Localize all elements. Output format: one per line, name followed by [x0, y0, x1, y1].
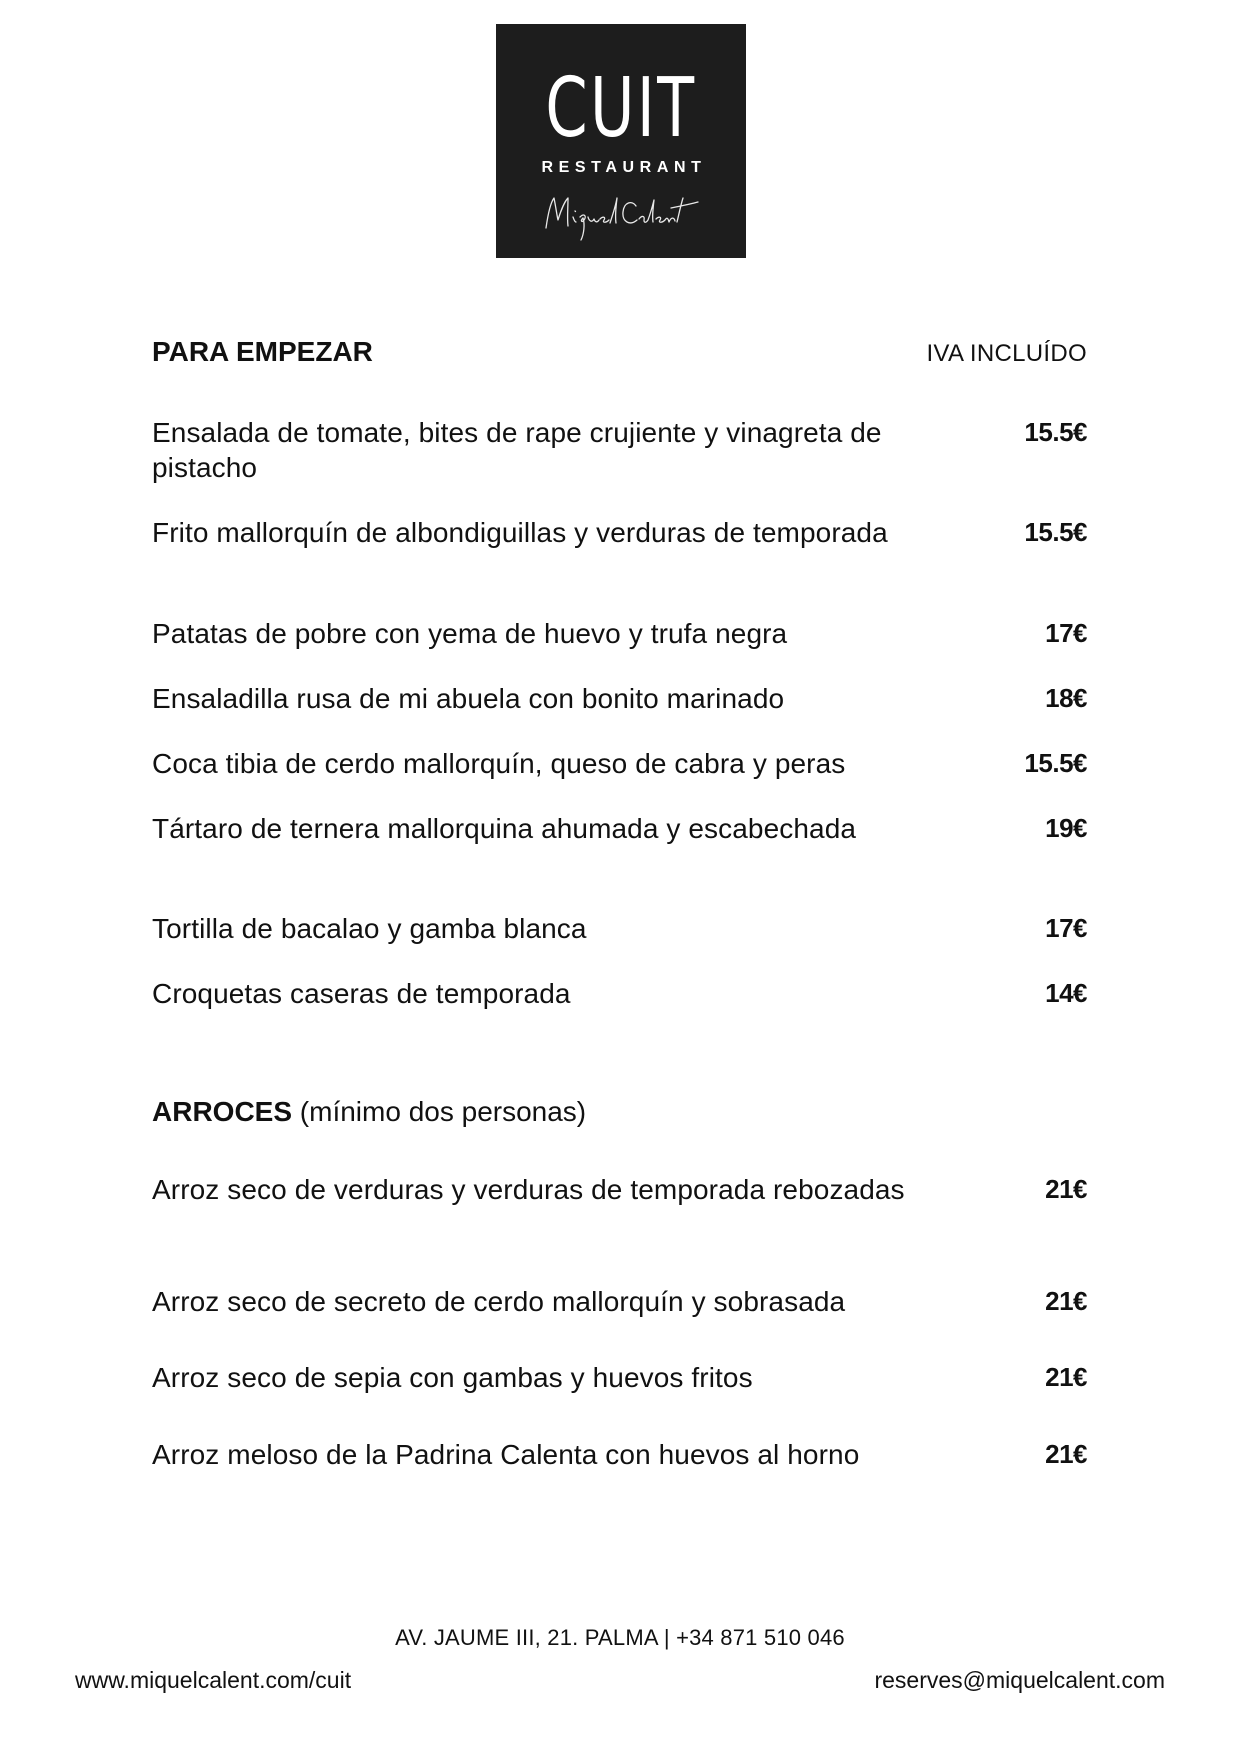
- item-price: 15.5€: [1024, 748, 1087, 778]
- item-name: Tortilla de bacalao y gamba blanca: [152, 913, 587, 944]
- logo-name: CUIT: [545, 61, 697, 156]
- menu-item: [152, 1437, 1087, 1472]
- item-name: Arroz seco de verduras y verduras de temporada rebozadas: [152, 1174, 905, 1205]
- section-starters-header: [152, 332, 1087, 372]
- menu-item: [152, 746, 1087, 781]
- signature-icon: [536, 184, 706, 244]
- logo-subtitle: RESTAURANT: [541, 159, 707, 176]
- item-name: Patatas de pobre con yema de huevo y trufa negra: [152, 618, 788, 649]
- section-rice-header: [152, 1092, 1087, 1132]
- menu-item: [152, 616, 1087, 651]
- item-price: 14€: [1045, 978, 1087, 1008]
- footer-address: AV. JAUME III, 21. PALMA | +34 871 510 046: [395, 1625, 845, 1650]
- item-price: 17€: [1045, 913, 1087, 943]
- item-price: 18€: [1045, 683, 1087, 713]
- menu-item: [152, 515, 1087, 550]
- item-name: Arroz seco de secreto de cerdo mallorquín y sobrasada: [152, 1286, 846, 1317]
- item-price: 21€: [1045, 1362, 1087, 1392]
- item-price: 21€: [1045, 1286, 1087, 1316]
- item-name: Arroz seco de sepia con gambas y huevos fritos: [152, 1362, 753, 1393]
- footer-email-link[interactable]: reserves@miquelcalent.com: [874, 1667, 1165, 1693]
- item-price: 15.5€: [1024, 517, 1087, 547]
- menu-item: [152, 1172, 1087, 1207]
- item-name: Frito mallorquín de albondiguillas y verduras de temporada: [152, 517, 888, 548]
- item-price: 19€: [1045, 813, 1087, 843]
- item-price: 21€: [1045, 1174, 1087, 1204]
- menu-item: [152, 911, 1087, 946]
- item-price: 15.5€: [1024, 417, 1087, 447]
- item-name: Arroz meloso de la Padrina Calenta con huevos al horno: [152, 1439, 860, 1470]
- section-title: PARA EMPEZAR: [152, 336, 373, 367]
- menu-item: [152, 1360, 1087, 1395]
- menu-item: [152, 811, 1087, 846]
- section-subtitle: (mínimo dos personas): [299, 1096, 587, 1127]
- item-name: Croquetas caseras de temporada: [152, 978, 571, 1009]
- menu-item: [152, 681, 1087, 716]
- item-name: Tártaro de ternera mallorquina ahumada y escabechada: [152, 813, 857, 844]
- menu-item: [152, 1284, 1087, 1319]
- menu-item: [152, 976, 1087, 1011]
- item-name: Ensaladilla rusa de mi abuela con bonito marinado: [152, 683, 785, 714]
- item-name: Coca tibia de cerdo mallorquín, queso de cabra y peras: [152, 748, 846, 779]
- section-title: ARROCES: [152, 1096, 293, 1127]
- item-name: Ensalada de tomate, bites de rape crujiente y vinagreta de pistacho: [152, 417, 882, 483]
- footer-website-link[interactable]: www.miquelcalent.com/cuit: [75, 1667, 352, 1693]
- tax-note: IVA INCLUÍDO: [926, 340, 1087, 367]
- item-price: 17€: [1045, 618, 1087, 648]
- menu-item: [152, 415, 1087, 485]
- restaurant-logo: [496, 24, 746, 258]
- item-price: 21€: [1045, 1439, 1087, 1469]
